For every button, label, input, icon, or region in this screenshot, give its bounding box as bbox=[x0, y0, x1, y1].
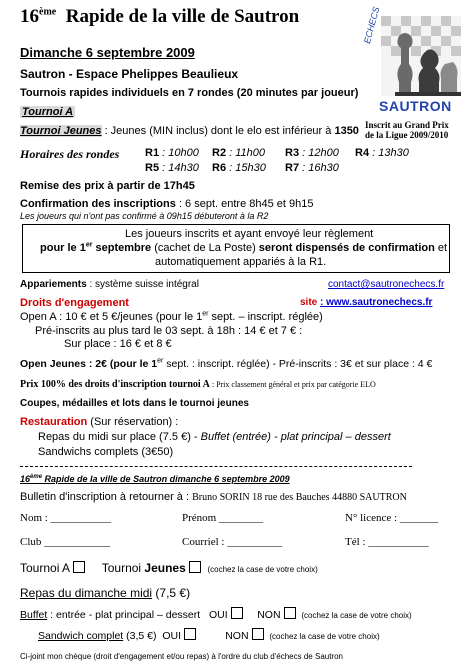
footer-note: Ci-joint mon chèque (droit d'engagement et/ou repas) à l'ordre du club d'échecs de Sautron bbox=[20, 652, 343, 661]
logo-caption-2: de la Ligue 2009/2010 bbox=[365, 130, 449, 140]
sandwich-oui-checkbox[interactable] bbox=[184, 628, 196, 640]
round-r7: R7 : 16h30 bbox=[285, 162, 339, 174]
buffet-non-checkbox[interactable] bbox=[284, 607, 296, 619]
site-line: site : www.sautronechecs.fr bbox=[300, 297, 433, 308]
round-r4: R4 : 13h30 bbox=[355, 147, 409, 159]
confirmation-note: Les joueurs qui n'ont pas confirmé à 09h15 débuteront à la R2 bbox=[20, 211, 269, 221]
bulletin-line: Bulletin d'inscription à retourner à : Bruno SORIN 18 rue des Bauches 44880 SAUTRON bbox=[20, 491, 407, 503]
prize-ceremony: Remise des prix à partir de 17h45 bbox=[20, 180, 195, 192]
sandwich-line: Sandwichs complets (3€50) bbox=[38, 446, 174, 458]
tournoi-jeunes-line: Tournoi Jeunes : Jeunes (MIN inclus) dont le elo est inférieur à 1350 bbox=[20, 125, 359, 137]
licence-field[interactable]: N° licence : _______ bbox=[345, 512, 439, 524]
round-r3: R3 : 12h00 bbox=[285, 147, 339, 159]
prize-line: Prix 100% des droits d'inscription tournoi A : Prix classement général et prix par catégorie ELO bbox=[20, 379, 376, 390]
restauration-line: Restauration (Sur réservation) : bbox=[20, 416, 179, 428]
cut-line bbox=[20, 466, 412, 467]
fees-heading: Droits d'engagement bbox=[20, 297, 129, 309]
tournoi-jeunes-checkbox[interactable] bbox=[189, 561, 201, 573]
repas-line: Repas du midi sur place (7.5 €) - Buffet (entrée) - plat principal – dessert bbox=[38, 431, 391, 443]
form-title: 16ème Rapide de la ville de Sautron dimanche 6 septembre 2009 bbox=[20, 474, 290, 484]
contact-link[interactable]: contact@sautronechecs.fr bbox=[328, 279, 445, 290]
logo-caption-1: Inscrit au Grand Prix bbox=[365, 120, 449, 130]
logo-brand: SAUTRON bbox=[379, 98, 452, 114]
tel-field[interactable]: Tél : ___________ bbox=[345, 536, 429, 548]
venue: Sautron - Espace Phelippes Beaulieux bbox=[20, 67, 239, 81]
nom-field[interactable]: Nom : ___________ bbox=[20, 512, 112, 524]
sandwich-non-checkbox[interactable] bbox=[252, 628, 264, 640]
open-a-line-3: Sur place : 16 € et 8 € bbox=[64, 338, 172, 350]
prenom-field[interactable]: Prénom ________ bbox=[182, 512, 263, 524]
coupes-line: Coupes, médailles et lots dans le tournoi jeunes bbox=[20, 398, 249, 409]
round-r1: R1 : 10h00 bbox=[145, 147, 199, 159]
confirmation-line: Confirmation des inscriptions : 6 sept. entre 8h45 et 9h15 bbox=[20, 198, 314, 210]
notice-line-2: pour le 1er septembre (cachet de La Poste) seront dispensés de confirmation et bbox=[40, 241, 448, 254]
open-jeunes-line: Open Jeunes : 2€ (pour le 1er sept. : inscript. réglée) - Pré-inscrits : 3€ et sur place : 4 € bbox=[20, 357, 433, 370]
buffet-line: Buffet : entrée - plat principal – dessert OUI NON (cochez la case de votre choix) bbox=[20, 609, 412, 621]
buffet-oui-checkbox[interactable] bbox=[231, 607, 243, 619]
round-r6: R6 : 15h30 bbox=[212, 162, 266, 174]
club-logo bbox=[361, 5, 465, 118]
notice-line-3: automatiquement appariés à la R1. bbox=[155, 256, 327, 268]
notice-line-1: Les joueurs inscrits et ayant envoyé leur règlement bbox=[125, 228, 374, 240]
sandwich-choice-line: Sandwich complet (3,5 €) OUI NON (cochez la case de votre choix) bbox=[38, 630, 380, 642]
tournament-format: Tournois rapides individuels en 7 rondes (20 minutes par joueur) bbox=[20, 87, 359, 99]
schedule-label: Horaires des rondes bbox=[20, 147, 120, 161]
logo-vertical-text: ECHECS bbox=[362, 5, 382, 45]
repas-heading: Repas du dimanche midi (7,5 €) bbox=[20, 586, 191, 600]
open-a-line-2: Pré-inscrits au plus tard le 03 sept. à 18h : 14 € et 7 € : bbox=[35, 325, 303, 337]
pairings-line: Appariements : système suisse intégral bbox=[20, 279, 199, 290]
tournoi-a-label: Tournoi A bbox=[22, 106, 74, 118]
page-title: 16ème Rapide de la ville de Sautron bbox=[20, 6, 300, 27]
club-field[interactable]: Club ____________ bbox=[20, 536, 111, 548]
event-date: Dimanche 6 septembre 2009 bbox=[20, 45, 195, 60]
tournoi-a-checkbox[interactable] bbox=[73, 561, 85, 573]
site-link[interactable]: : www.sautronechecs.fr bbox=[320, 297, 433, 308]
tournament-choice-line: Tournoi A Tournoi Jeunes (cochez la case de votre choix) bbox=[20, 561, 318, 575]
courriel-field[interactable]: Courriel : __________ bbox=[182, 536, 283, 548]
open-a-line-1: Open A : 10 € et 5 €/jeunes (pour le 1er sept. – inscript. réglée) bbox=[20, 310, 323, 323]
round-r2: R2 : 11h00 bbox=[212, 147, 266, 159]
round-r5: R5 : 14h30 bbox=[145, 162, 199, 174]
